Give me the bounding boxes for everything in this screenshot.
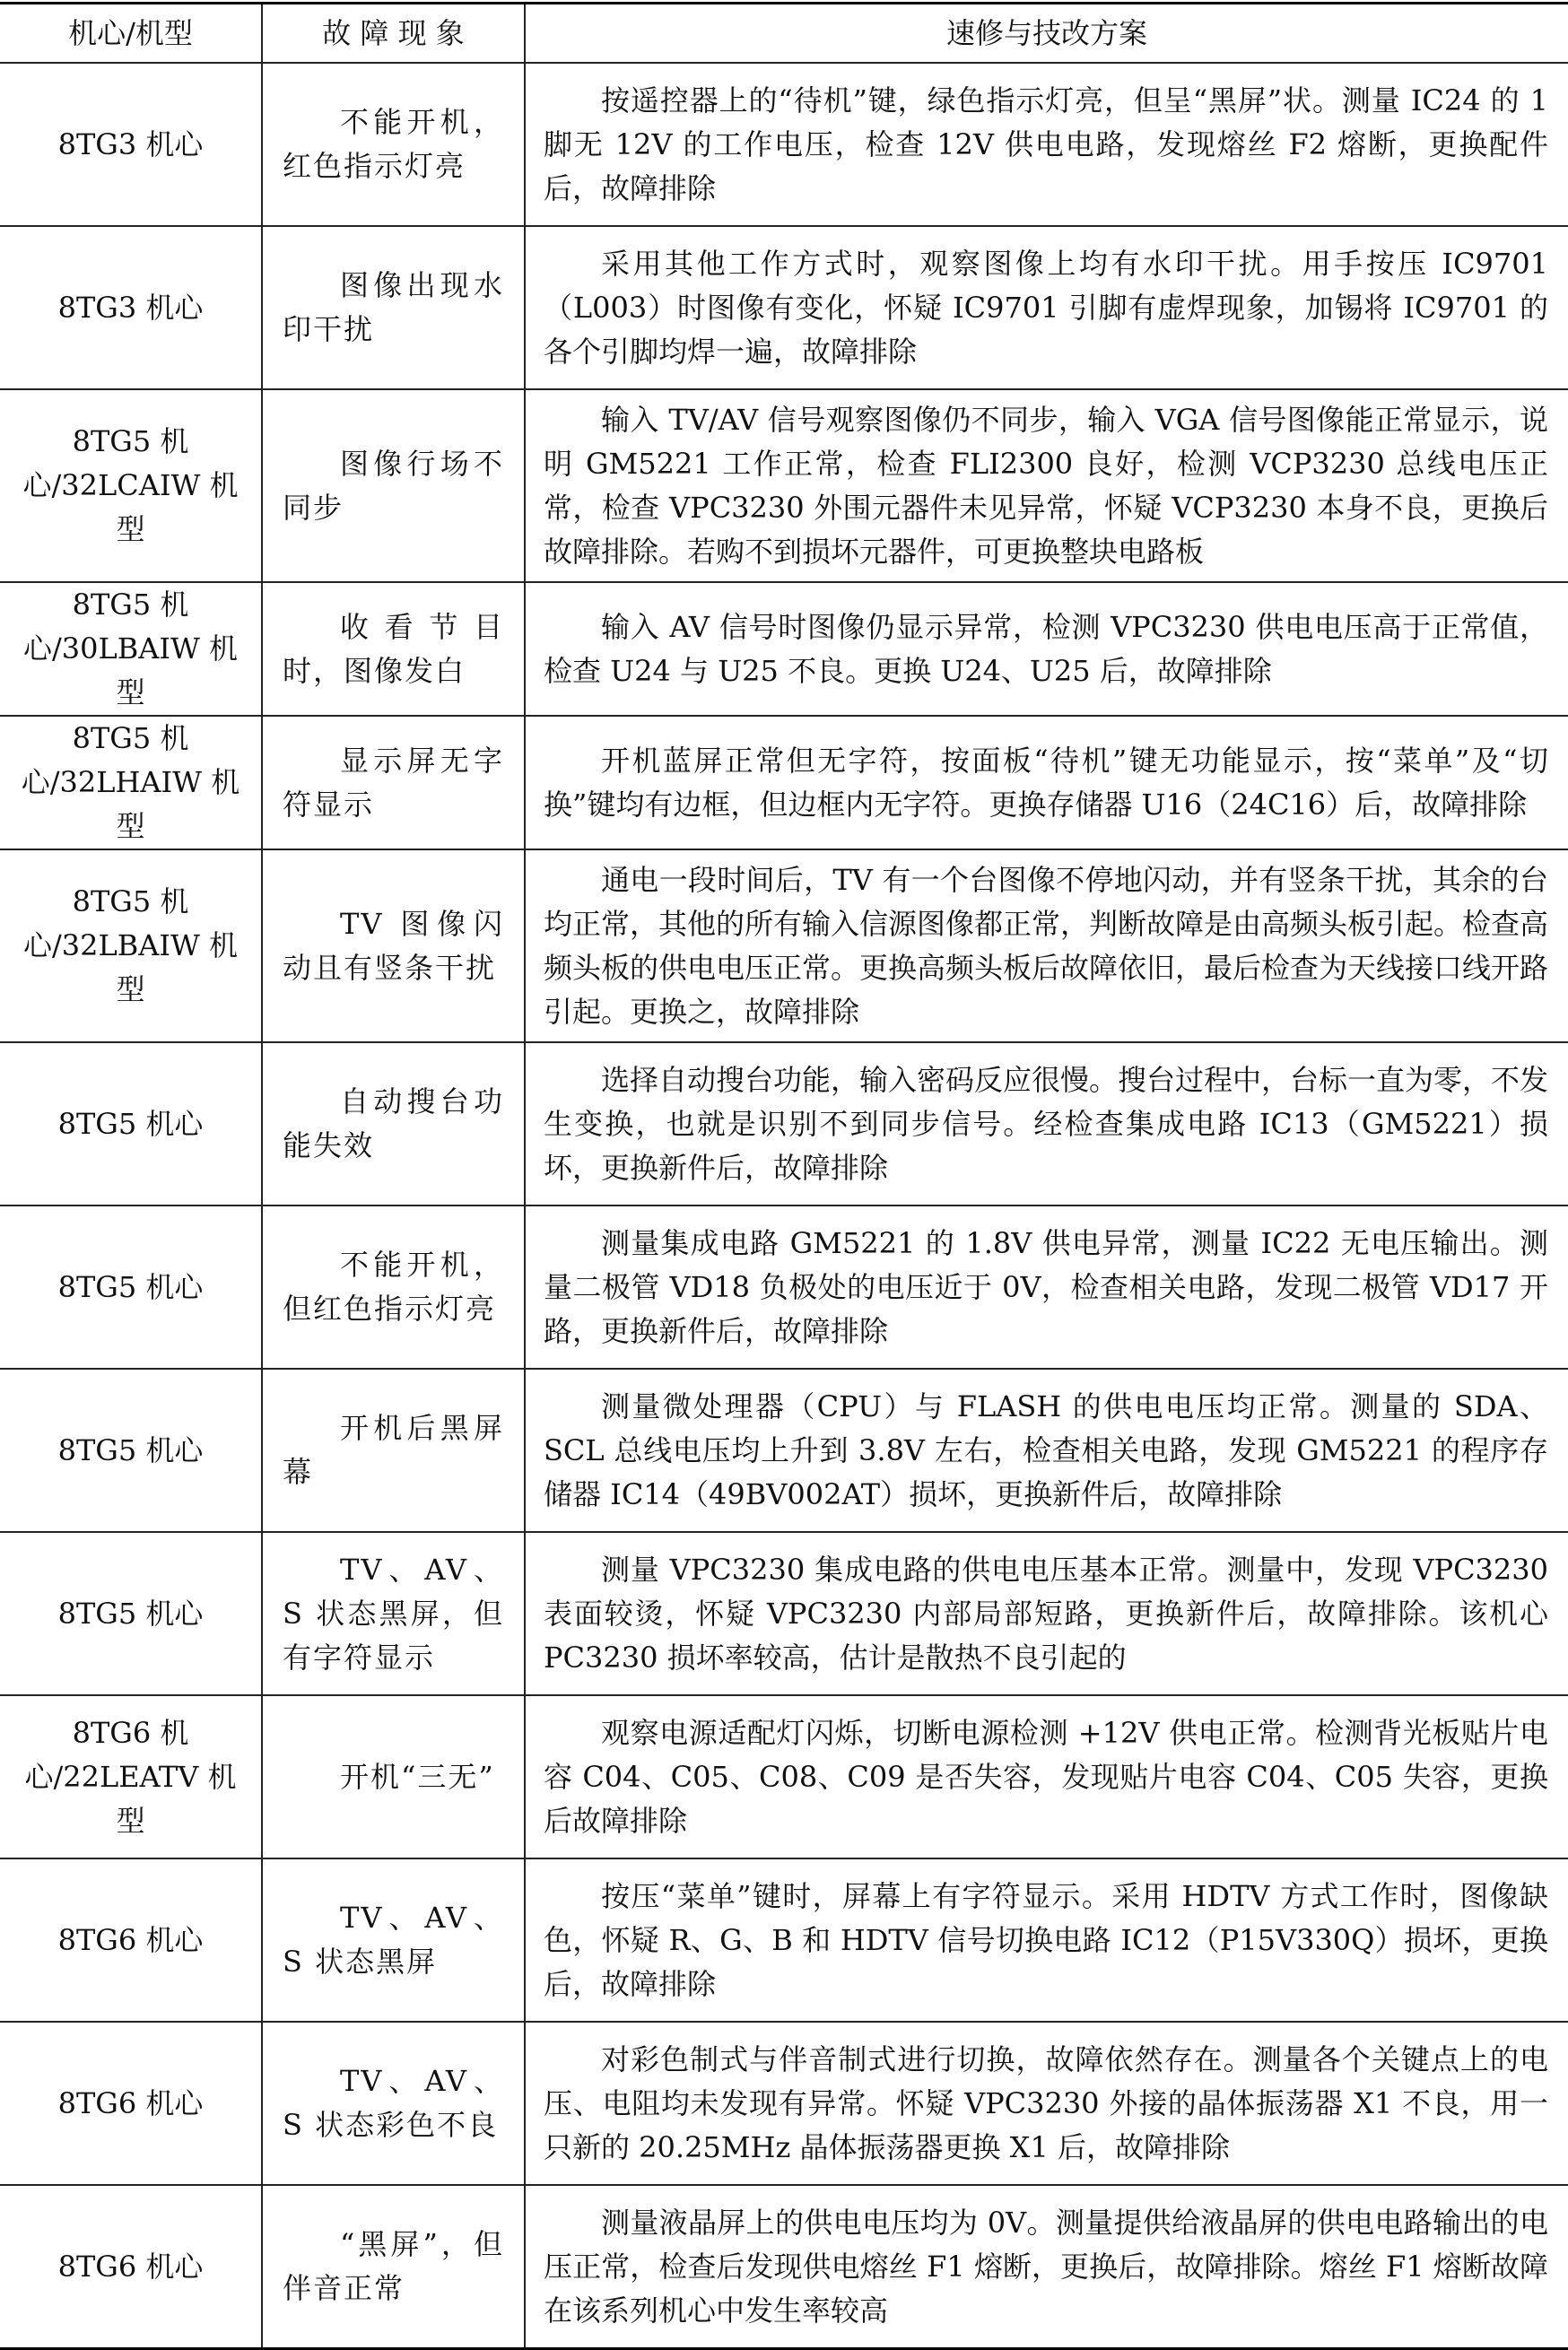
fault-cell: 显示屏无字符显示 bbox=[262, 716, 525, 849]
fault-cell: 不能开机，红色指示灯亮 bbox=[262, 63, 525, 226]
table-row bbox=[0, 1695, 1568, 1858]
solution-cell: 采用其他工作方式时，观察图像上均有水印干扰。用手按压 IC9701（L003）时图像有变化，怀疑 IC9701 引脚有虚焊现象，加锡将 IC9701 的各个引脚均焊一遍，故障排除 bbox=[525, 226, 1568, 389]
table-row bbox=[0, 582, 1568, 716]
fault-cell: TV、AV、S 状态黑屏，但有字符显示 bbox=[262, 1532, 525, 1695]
repair-table bbox=[0, 2, 1568, 2350]
table-row bbox=[0, 63, 1568, 226]
table-row bbox=[0, 226, 1568, 389]
solution-cell: 测量 VPC3230 集成电路的供电电压基本正常。测量中，发现 VPC3230 表面较烫，怀疑 VPC3230 内部局部短路，更换新件后，故障排除。该机心 PC3230 损坏率较高，估计是散热不良引起的 bbox=[525, 1532, 1568, 1695]
model-cell: 8TG5 机心/32LHAIW 机型 bbox=[0, 716, 262, 849]
solution-cell: 按压“菜单”键时，屏幕上有字符显示。采用 HDTV 方式工作时，图像缺色，怀疑 R、G、B 和 HDTV 信号切换电路 IC12（P15V330Q）损坏，更换后，故障排除 bbox=[525, 1858, 1568, 2022]
table-row bbox=[0, 1858, 1568, 2022]
solution-cell: 输入 TV/AV 信号观察图像仍不同步，输入 VGA 信号图像能正常显示，说明 GM5221 工作正常，检查 FLI2300 良好，检测 VCP3230 总线电压正常，检查 VPC3230 外围元器件未见异常，怀疑 VCP3230 本身不良，更换后故障排除。若购不到损坏元器件，可更换整块电路板 bbox=[525, 389, 1568, 582]
fault-cell: “黑屏”，但伴音正常 bbox=[262, 2185, 525, 2349]
fault-cell: TV 图像闪动且有竖条干扰 bbox=[262, 849, 525, 1042]
fault-cell: 自动搜台功能失效 bbox=[262, 1042, 525, 1205]
model-cell: 8TG6 机心 bbox=[0, 1858, 262, 2022]
solution-cell: 开机蓝屏正常但无字符，按面板“待机”键无功能显示，按“菜单”及“切换”键均有边框，但边框内无字符。更换存储器 U16（24C16）后，故障排除 bbox=[525, 716, 1568, 849]
solution-cell: 对彩色制式与伴音制式进行切换，故障依然存在。测量各个关键点上的电压、电阻均未发现有异常。怀疑 VPC3230 外接的晶体振荡器 X1 不良，用一只新的 20.25MHz 晶体振荡器更换 X1 后，故障排除 bbox=[525, 2022, 1568, 2185]
table-row bbox=[0, 2022, 1568, 2185]
header-fault: 故 障 现 象 bbox=[262, 4, 525, 64]
model-cell: 8TG5 机心/32LCAIW 机型 bbox=[0, 389, 262, 582]
fault-cell: 开机后黑屏幕 bbox=[262, 1369, 525, 1532]
model-cell: 8TG6 机心 bbox=[0, 2185, 262, 2349]
solution-cell: 通电一段时间后，TV 有一个台图像不停地闪动，并有竖条干扰，其余的台均正常，其他的所有输入信源图像都正常，判断故障是由高频头板引起。检查高频头板的供电电压正常。更换高频头板后故障依旧，最后检查为天线接口线开路引起。更换之，故障排除 bbox=[525, 849, 1568, 1042]
solution-cell: 选择自动搜台功能，输入密码反应很慢。搜台过程中，台标一直为零，不发生变换，也就是识别不到同步信号。经检查集成电路 IC13（GM5221）损坏，更换新件后，故障排除 bbox=[525, 1042, 1568, 1205]
fault-cell: 开机“三无” bbox=[262, 1695, 525, 1858]
solution-cell: 观察电源适配灯闪烁，切断电源检测 +12V 供电正常。检测背光板贴片电容 C04、C05、C08、C09 是否失容，发现贴片电容 C04、C05 失容，更换后故障排除 bbox=[525, 1695, 1568, 1858]
model-cell: 8TG6 机心/22LEATV 机型 bbox=[0, 1695, 262, 1858]
table-row bbox=[0, 1205, 1568, 1369]
model-cell: 8TG3 机心 bbox=[0, 63, 262, 226]
header-solution: 速修与技改方案 bbox=[525, 4, 1568, 64]
table-row bbox=[0, 1369, 1568, 1532]
model-cell: 8TG5 机心 bbox=[0, 1205, 262, 1369]
solution-cell: 按遥控器上的“待机”键，绿色指示灯亮，但呈“黑屏”状。测量 IC24 的 1 脚无 12V 的工作电压，检查 12V 供电电路，发现熔丝 F2 熔断，更换配件后，故障排除 bbox=[525, 63, 1568, 226]
table-row bbox=[0, 2185, 1568, 2349]
table-row bbox=[0, 849, 1568, 1042]
table-row bbox=[0, 716, 1568, 849]
header-row bbox=[0, 4, 1568, 64]
fault-cell: 收看节目时，图像发白 bbox=[262, 582, 525, 716]
fault-cell: 图像出现水印干扰 bbox=[262, 226, 525, 389]
fault-cell: TV、AV、S 状态彩色不良 bbox=[262, 2022, 525, 2185]
fault-cell: 图像行场不同步 bbox=[262, 389, 525, 582]
table-row bbox=[0, 1532, 1568, 1695]
table-row bbox=[0, 389, 1568, 582]
table-row bbox=[0, 1042, 1568, 1205]
solution-cell: 测量微处理器（CPU）与 FLASH 的供电电压均正常。测量的 SDA、SCL 总线电压均上升到 3.8V 左右，检查相关电路，发现 GM5221 的程序存储器 IC14（49BV002AT）损坏，更换新件后，故障排除 bbox=[525, 1369, 1568, 1532]
header-model: 机心/机型 bbox=[0, 4, 262, 64]
model-cell: 8TG5 机心/30LBAIW 机型 bbox=[0, 582, 262, 716]
solution-cell: 测量液晶屏上的供电电压均为 0V。测量提供给液晶屏的供电电路输出的电压正常，检查后发现供电熔丝 F1 熔断，更换后，故障排除。熔丝 F1 熔断故障在该系列机心中发生率较高 bbox=[525, 2185, 1568, 2349]
model-cell: 8TG3 机心 bbox=[0, 226, 262, 389]
solution-cell: 测量集成电路 GM5221 的 1.8V 供电异常，测量 IC22 无电压输出。测量二极管 VD18 负极处的电压近于 0V，检查相关电路，发现二极管 VD17 开路，更换新件后，故障排除 bbox=[525, 1205, 1568, 1369]
fault-cell: 不能开机，但红色指示灯亮 bbox=[262, 1205, 525, 1369]
model-cell: 8TG6 机心 bbox=[0, 2022, 262, 2185]
model-cell: 8TG5 机心 bbox=[0, 1532, 262, 1695]
model-cell: 8TG5 机心 bbox=[0, 1042, 262, 1205]
fault-cell: TV、AV、S 状态黑屏 bbox=[262, 1858, 525, 2022]
model-cell: 8TG5 机心/32LBAIW 机型 bbox=[0, 849, 262, 1042]
model-cell: 8TG5 机心 bbox=[0, 1369, 262, 1532]
solution-cell: 输入 AV 信号时图像仍显示异常，检测 VPC3230 供电电压高于正常值，检查 U24 与 U25 不良。更换 U24、U25 后，故障排除 bbox=[525, 582, 1568, 716]
